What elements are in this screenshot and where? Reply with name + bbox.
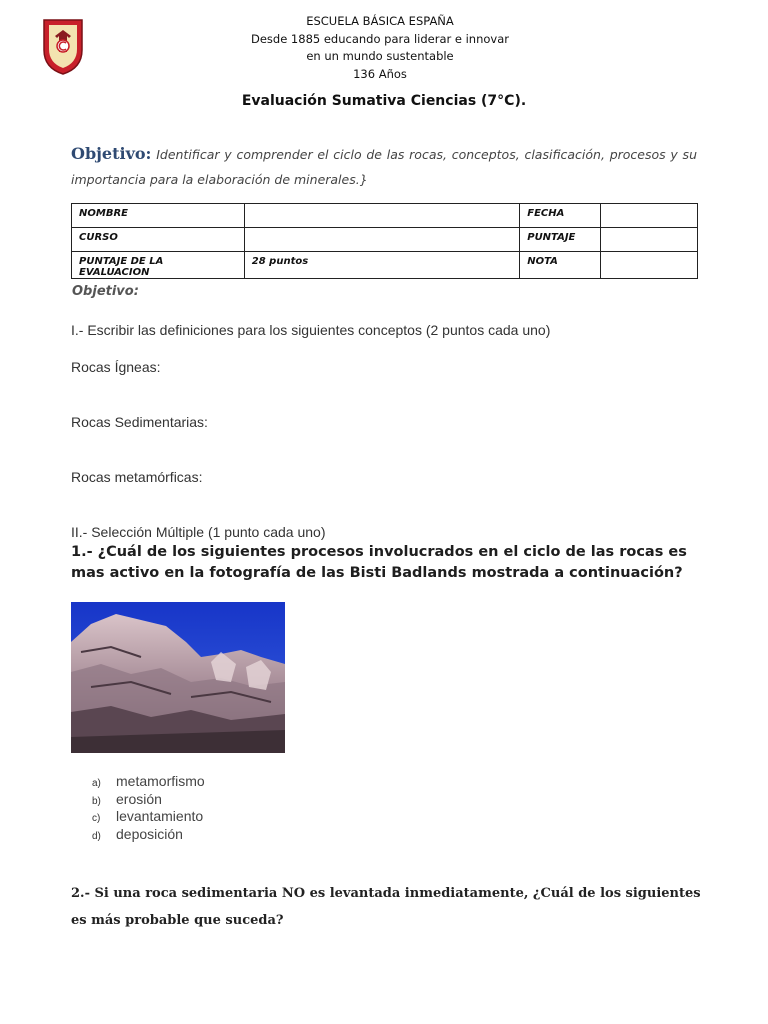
score-field[interactable] xyxy=(601,228,698,252)
table-row xyxy=(72,204,698,228)
list-item[interactable]: b) erosión xyxy=(92,790,162,807)
table-cell: CURSO xyxy=(72,228,245,252)
name-field[interactable] xyxy=(244,204,519,228)
bisti-badlands-photo xyxy=(71,602,285,753)
objective-paragraph xyxy=(71,141,697,192)
question-1: 1.- ¿Cuál de los siguientes procesos involucrados en el ciclo de las rocas es mas activo en la fotografía de las Bisti Badlands mostrada a continuación? xyxy=(71,544,687,581)
section1-heading: I.- Escribir las definiciones para los siguientes conceptos (2 puntos cada uno) xyxy=(71,322,551,338)
school-name: ESCUELA BÁSICA ESPAÑA xyxy=(306,14,454,28)
table-row xyxy=(72,228,698,252)
concept-sedimentary: Rocas Sedimentarias: xyxy=(71,414,208,430)
school-motto-line1: Desde 1885 educando para liderar e innovar xyxy=(250,32,509,46)
course-field[interactable] xyxy=(244,228,519,252)
date-field[interactable] xyxy=(601,204,698,228)
school-motto-line2: en un mundo sustentable xyxy=(306,49,454,63)
question-2: 2.- Si una roca sedimentaria NO es levantada inmediatamente, ¿Cuál de los siguientes es más probable que suceda? xyxy=(71,886,701,928)
question-1-options xyxy=(92,773,205,843)
objective-label: Objetivo: xyxy=(71,144,152,163)
table-cell: NOMBRE xyxy=(72,204,245,228)
objective-text: Identificar y comprender el ciclo de las rocas, conceptos, clasificación, procesos y su importancia para la elaboración de minerales.} xyxy=(71,147,697,187)
list-item[interactable]: c) levantamiento xyxy=(92,808,204,824)
concept-igneous: Rocas Ígneas: xyxy=(71,359,161,375)
table-cell: PUNTAJE DE LA EVALUACION xyxy=(72,252,245,279)
section2-heading: II.- Selección Múltiple (1 punto cada uno) xyxy=(71,524,326,540)
school-years: 136 Años xyxy=(353,67,407,81)
table-row xyxy=(72,252,698,279)
objective-label-secondary: Objetivo: xyxy=(72,284,139,299)
table-cell: PUNTAJE xyxy=(520,228,601,252)
grade-field[interactable] xyxy=(601,252,698,279)
list-item[interactable]: a) metamorfismo xyxy=(92,773,205,789)
table-cell: 28 puntos xyxy=(244,252,519,279)
concept-metamorphic: Rocas metamórficas: xyxy=(71,469,203,485)
page-title: Evaluación Sumativa Ciencias (7°C). xyxy=(241,93,527,109)
table-cell: NOTA xyxy=(520,252,601,279)
student-info-table xyxy=(71,203,698,279)
school-crest-icon xyxy=(40,16,86,76)
list-item[interactable]: d) deposición xyxy=(92,825,183,842)
table-cell: FECHA xyxy=(520,204,601,228)
